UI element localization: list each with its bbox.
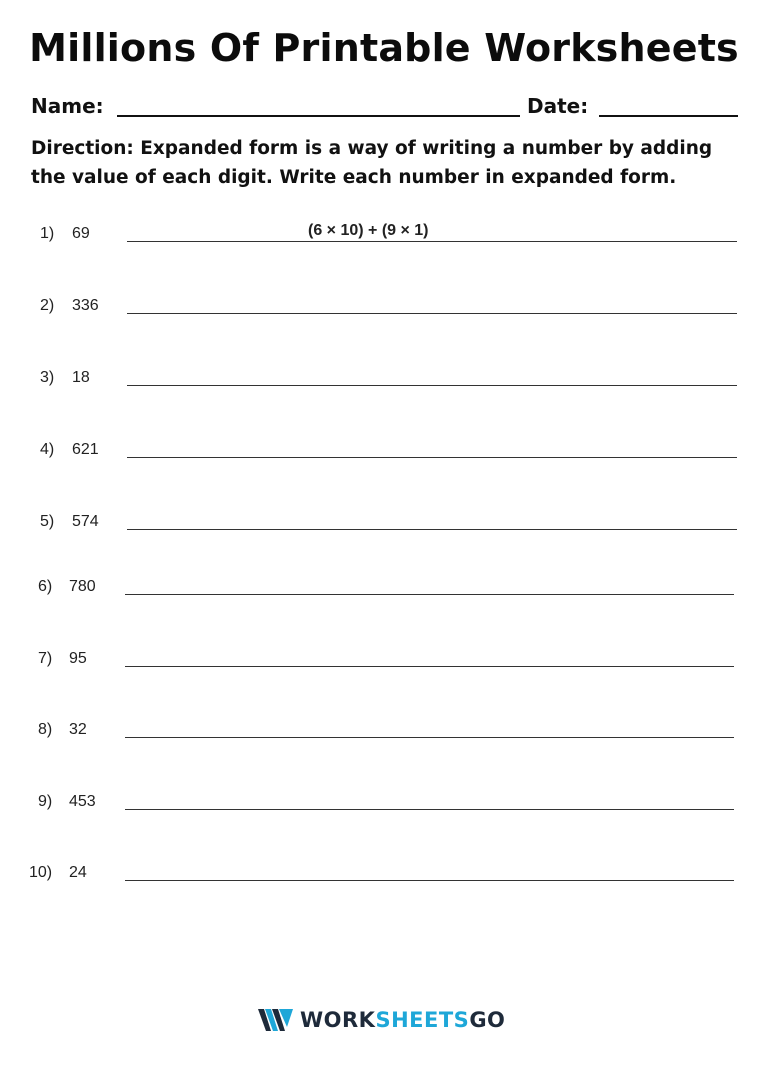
answer-line[interactable] — [127, 457, 737, 458]
answer-line[interactable] — [127, 529, 737, 530]
problem-number: 1) — [40, 225, 55, 242]
problem-number: 3) — [40, 369, 55, 386]
problem-value: 32 — [69, 721, 87, 738]
problem-number: 7) — [38, 650, 53, 667]
problem-value: 18 — [72, 369, 90, 386]
problem-number: 5) — [40, 513, 55, 530]
answer-line[interactable] — [125, 880, 734, 881]
answer-line[interactable] — [127, 313, 737, 314]
problem-value: 24 — [69, 864, 87, 881]
problem-value: 780 — [69, 578, 96, 595]
date-blank[interactable] — [599, 115, 738, 117]
problem-value: 574 — [72, 513, 99, 530]
logo-text-sheets: SHEETS — [375, 1008, 470, 1032]
problem-value: 621 — [72, 441, 99, 458]
problem-row — [0, 222, 768, 255]
problem-number: 8) — [38, 721, 53, 738]
date-label: Date: — [527, 94, 589, 118]
problem-row — [0, 578, 768, 608]
answer-line[interactable] — [125, 809, 734, 810]
answer-line[interactable] — [125, 737, 734, 738]
problem-row — [0, 369, 768, 399]
problem-number: 4) — [40, 441, 55, 458]
problem-number: 9) — [38, 793, 53, 810]
answer-line[interactable] — [125, 594, 734, 595]
problem-row — [0, 650, 768, 680]
problem-value: 336 — [72, 297, 99, 314]
direction-text: Direction: Expanded form is a way of writing a number by adding the value of each digit. Write each number in expanded form. — [31, 138, 713, 188]
logo-text-work: WORK — [300, 1008, 376, 1032]
problem-value: 95 — [69, 650, 87, 667]
name-date-row — [31, 92, 741, 122]
answer-line[interactable] — [125, 666, 734, 667]
problem-number: 6) — [38, 578, 53, 595]
problem-value: 69 — [72, 225, 90, 242]
problem-number: 2) — [40, 297, 55, 314]
logo-text-go: GO — [469, 1008, 506, 1032]
answer-line[interactable] — [127, 385, 737, 386]
problem-row — [0, 864, 768, 894]
problem-value: 453 — [69, 793, 96, 810]
worksheetsgo-logo-icon — [258, 1007, 294, 1033]
worksheetsgo-logo — [258, 1007, 518, 1037]
example-answer: (6 × 10) + (9 × 1) — [308, 222, 429, 239]
problem-row — [0, 513, 768, 543]
name-label: Name: — [31, 94, 104, 118]
problem-row — [0, 441, 768, 471]
problem-row — [0, 721, 768, 751]
answer-line[interactable] — [127, 241, 737, 242]
problem-number: 10) — [29, 864, 53, 881]
problem-row — [0, 793, 768, 823]
problem-row — [0, 297, 768, 327]
worksheetsgo-logo-text — [300, 1008, 505, 1032]
worksheet-title: Millions Of Printable Worksheets — [29, 26, 739, 70]
name-blank[interactable] — [117, 115, 520, 117]
